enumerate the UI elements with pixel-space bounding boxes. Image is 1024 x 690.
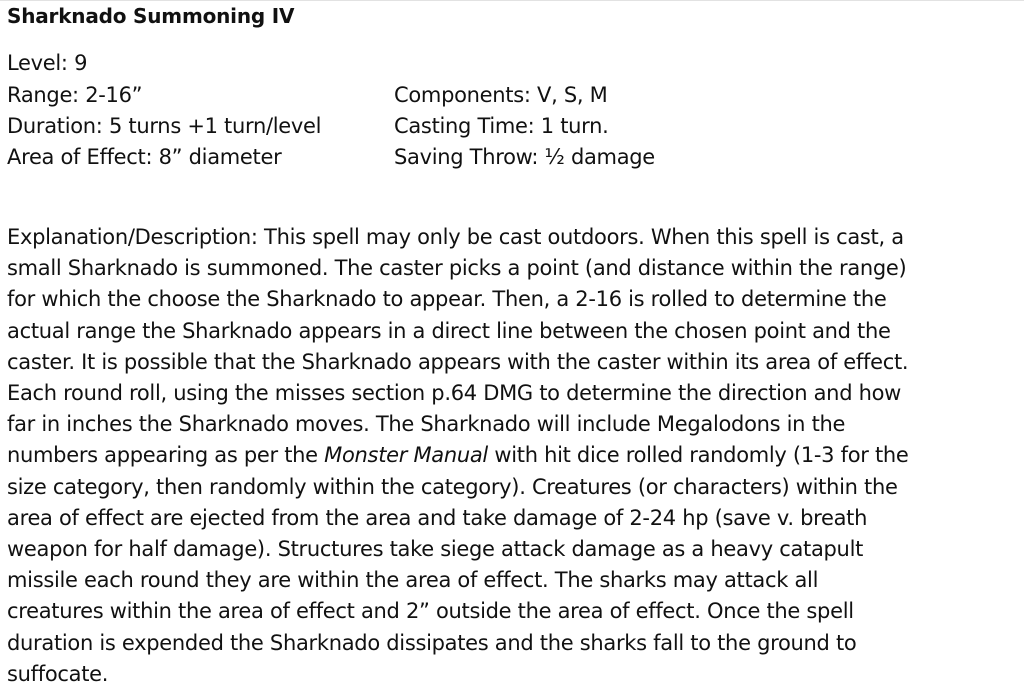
spell-title: Sharknado Summoning IV bbox=[7, 4, 295, 28]
spell-level: Level: 9 bbox=[7, 51, 88, 75]
description-line: creatures within the area of effect and 2” outside the area of effect. Once the spell bbox=[7, 599, 854, 624]
description-line: for which the choose the Sharknado to appear. Then, a 2-16 is rolled to determine the bbox=[7, 287, 887, 312]
description-line bbox=[7, 440, 1022, 471]
description-line: weapon for half damage). Structures take siege attack damage as a heavy catapult bbox=[7, 537, 864, 562]
description-line: size category, then randomly within the category). Creatures (or characters) within the bbox=[7, 474, 898, 499]
description-line: small Sharknado is summoned. The caster picks a point (and distance within the range) bbox=[7, 256, 907, 281]
description-text: with hit dice rolled randomly (1-3 for the bbox=[487, 443, 909, 468]
spell-components: Components: V, S, M bbox=[394, 83, 608, 107]
description-line: caster. It is possible that the Sharknado appears with the caster within its area of effect. bbox=[7, 349, 909, 374]
description-line: Explanation/Description: This spell may only be cast outdoors. When this spell is cast, a bbox=[7, 225, 904, 249]
spell-area-of-effect: Area of Effect: 8” diameter bbox=[7, 145, 282, 169]
description-line: actual range the Sharknado appears in a direct line between the chosen point and the bbox=[7, 318, 891, 343]
description-line: far in inches the Sharknado moves. The Sharknado will include Megalodons in the bbox=[7, 412, 846, 437]
spell-saving-throw: Saving Throw: ½ damage bbox=[394, 145, 655, 169]
top-divider bbox=[0, 0, 1024, 1]
spell-casting-time: Casting Time: 1 turn. bbox=[394, 114, 609, 138]
description-text: numbers appearing as per the bbox=[7, 443, 325, 468]
book-title-monster-manual: Monster Manual bbox=[324, 443, 488, 468]
spell-duration: Duration: 5 turns +1 turn/level bbox=[7, 114, 322, 138]
description-line: area of effect are ejected from the area and take damage of 2-24 hp (save v. breath bbox=[7, 505, 868, 530]
description-line: Each round roll, using the misses section p.64 DMG to determine the direction and how bbox=[7, 381, 902, 406]
description-line: missile each round they are within the area of effect. The sharks may attack all bbox=[7, 568, 819, 593]
spell-range: Range: 2-16” bbox=[7, 83, 143, 107]
spell-description bbox=[7, 222, 1022, 690]
description-line: duration is expended the Sharknado dissipates and the sharks fall to the ground to bbox=[7, 630, 857, 655]
description-line: suffocate. bbox=[7, 661, 109, 686]
